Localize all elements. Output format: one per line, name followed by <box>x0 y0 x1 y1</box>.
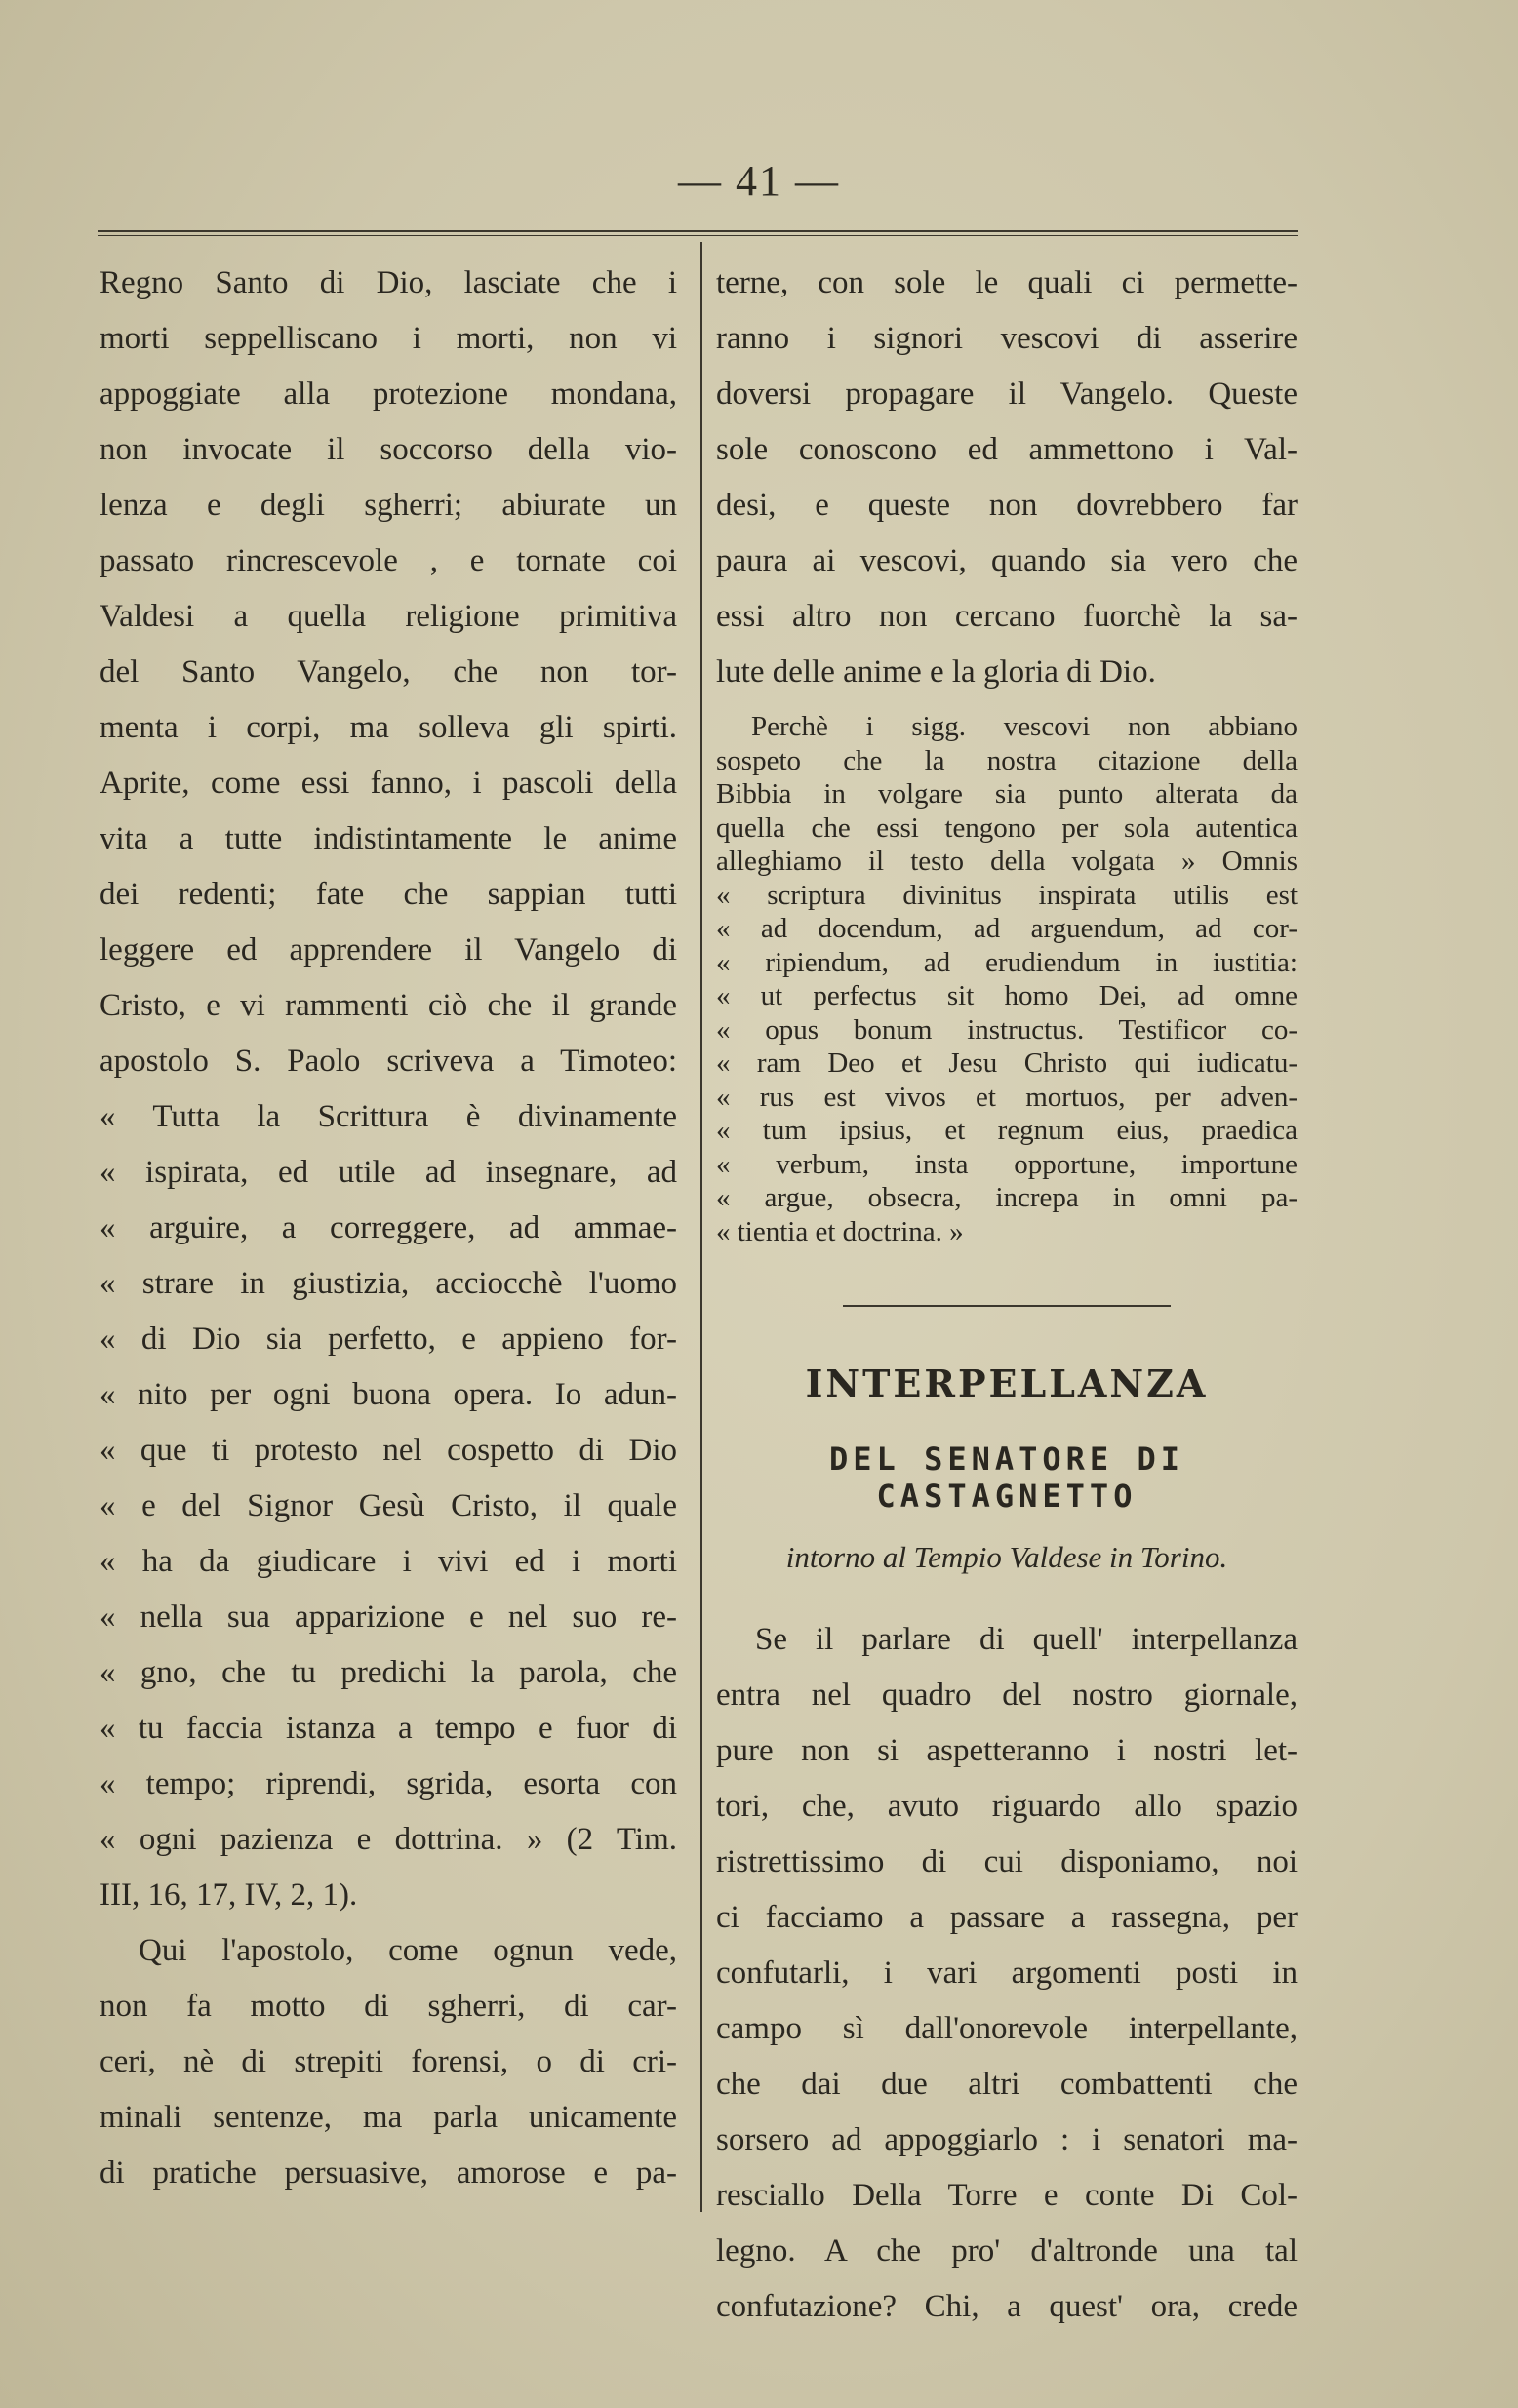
text-line: appoggiate alla protezione mondana, <box>100 376 677 412</box>
text-line: Qui l'apostolo, come ognun vede, <box>139 1933 677 1968</box>
text-line: sorsero ad appoggiarlo : i senatori ma- <box>716 2122 1298 2157</box>
text-line: Valdesi a quella religione primitiva <box>100 599 677 634</box>
text-line: resciallo Della Torre e conte Di Col- <box>716 2178 1298 2213</box>
text-line: confutarli, i vari argomenti posti in <box>716 1955 1298 1991</box>
note-line: « ad docendum, ad arguendum, ad cor- <box>716 913 1298 944</box>
page-number: — 41 — <box>678 157 840 205</box>
text-line: dei redenti; fate che sappian tutti <box>100 877 677 912</box>
text-line: apostolo S. Paolo scriveva a Timoteo: <box>100 1044 677 1079</box>
citation-line: III, 16, 17, IV, 2, 1). <box>100 1877 358 1913</box>
section-subheading: DEL SENATORE DI CASTAGNETTO <box>829 1441 1184 1515</box>
note-line: « argue, obsecra, increpa in omni pa- <box>716 1182 1298 1213</box>
text-line: Se il parlare di quell' interpellanza <box>755 1622 1298 1657</box>
section-divider <box>843 1305 1171 1307</box>
text-line: Cristo, e vi rammenti ciò che il grande <box>100 988 677 1023</box>
text-line: tori, che, avuto riguardo allo spazio <box>716 1789 1298 1824</box>
text-line: passato rincrescevole , e tornate coi <box>100 543 677 578</box>
text-line: leggere ed apprendere il Vangelo di <box>100 932 677 967</box>
quote-line: « nella sua apparizione e nel suo re- <box>100 1599 677 1635</box>
text-line: sole conoscono ed ammettono i Val- <box>716 432 1298 467</box>
text-line: che dai due altri combattenti che <box>716 2067 1298 2102</box>
quote-line: « ispirata, ed utile ad insegnare, ad <box>100 1155 677 1190</box>
quote-line: « Tutta la Scrittura è divinamente <box>100 1099 677 1134</box>
text-line: menta i corpi, ma solleva gli spirti. <box>100 710 677 745</box>
text-line: pure non si aspetteranno i nostri let- <box>716 1733 1298 1768</box>
text-line: ranno i signori vescovi di asserire <box>716 321 1298 356</box>
text-line: non invocate il soccorso della vio- <box>100 432 677 467</box>
note-line: « rus est vivos et mortuos, per adven- <box>716 1081 1298 1113</box>
quote-line: « arguire, a correggere, ad ammae- <box>100 1210 677 1245</box>
text-line: Regno Santo di Dio, lasciate che i <box>100 265 677 300</box>
note-line: « verbum, insta opportune, importune <box>716 1148 1298 1180</box>
article-body <box>716 1612 1298 2335</box>
note-line: « opus bonum instructus. Testificor co- <box>716 1013 1298 1046</box>
text-line: desi, e queste non dovrebbero far <box>716 488 1298 523</box>
text-line: non fa motto di sgherri, di car- <box>100 1989 677 2024</box>
text-line: di pratiche persuasive, amorose e pa- <box>100 2155 677 2191</box>
text-line: morti seppelliscano i morti, non vi <box>100 321 677 356</box>
column-divider <box>700 242 702 2212</box>
header-rule <box>98 230 1298 236</box>
note-line: sospeto che la nostra citazione della <box>716 744 1298 776</box>
text-line: lenza e degli sgherri; abiurate un <box>100 488 677 523</box>
quote-line: « strare in giustizia, acciocchè l'uomo <box>100 1266 677 1301</box>
quote-line: « gno, che tu predichi la parola, che <box>100 1655 677 1690</box>
text-line: legno. A che pro' d'altronde una tal <box>716 2233 1298 2269</box>
text-line: paura ai vescovi, quando sia vero che <box>716 543 1298 578</box>
text-line: ci facciamo a passare a rassegna, per <box>716 1900 1298 1935</box>
section-byline: intorno al Tempio Valdese in Torino. <box>785 1540 1228 1574</box>
right-column <box>716 256 1298 2335</box>
note-line: « tum ipsius, et regnum eius, praedica <box>716 1115 1298 1146</box>
note-line: quella che essi tengono per sola autentica <box>716 811 1298 844</box>
note-line: « ripiendum, ad erudiendum in iustitia: <box>716 946 1298 978</box>
section-heading: INTERPELLANZA <box>805 1362 1209 1405</box>
quote-line: « nito per ogni buona opera. Io adun- <box>100 1377 677 1412</box>
quote-line: « tu faccia istanza a tempo e fuor di <box>100 1711 677 1746</box>
note-line: « ut perfectus sit homo Dei, ad omne <box>716 980 1298 1011</box>
left-column <box>100 256 677 2201</box>
text-line: confutazione? Chi, a quest' ora, crede <box>716 2289 1298 2324</box>
text-line: minali sentenze, ma parla unicamente <box>100 2100 677 2135</box>
text-line: doversi propagare il Vangelo. Queste <box>716 376 1298 412</box>
note-line: « scriptura divinitus inspirata utilis est <box>716 879 1298 911</box>
text-line: entra nel quadro del nostro giornale, <box>716 1678 1298 1713</box>
text-line: essi altro non cercano fuorchè la sa- <box>716 599 1298 634</box>
quote-line: « que ti protesto nel cospetto di Dio <box>100 1433 677 1468</box>
text-line: lute delle anime e la gloria di Dio. <box>716 654 1156 690</box>
text-line: Aprite, come essi fanno, i pascoli della <box>100 766 677 801</box>
note-line: alleghiamo il testo della volgata » Omnis <box>716 846 1298 877</box>
text-line: del Santo Vangelo, che non tor- <box>100 654 677 690</box>
note-line: Perchè i sigg. vescovi non abbiano <box>751 711 1298 742</box>
quote-line: « tempo; riprendi, sgrida, esorta con <box>100 1766 677 1801</box>
note-line: « ram Deo et Jesu Christo qui iudicatu- <box>716 1047 1298 1079</box>
text-line: terne, con sole le quali ci permette- <box>716 265 1298 300</box>
text-line: ceri, nè di strepiti forensi, o di cri- <box>100 2044 677 2079</box>
quote-line: « ogni pazienza e dottrina. » (2 Tim. <box>100 1822 677 1857</box>
text-line: ristrettissimo di cui disponiamo, noi <box>716 1844 1298 1879</box>
text-line: vita a tutte indistintamente le anime <box>100 821 677 856</box>
note-line: Bibbia in volgare sia punto alterata da <box>716 778 1298 809</box>
latin-quotation <box>716 710 1298 1248</box>
quote-line: « e del Signor Gesù Cristo, il quale <box>100 1488 677 1523</box>
quote-line: « di Dio sia perfetto, e appieno for- <box>100 1322 677 1357</box>
quote-line: « ha da giudicare i vivi ed i morti <box>100 1544 677 1579</box>
text-line: campo sì dall'onorevole interpellante, <box>716 2011 1298 2046</box>
note-line: « tientia et doctrina. » <box>716 1215 964 1247</box>
